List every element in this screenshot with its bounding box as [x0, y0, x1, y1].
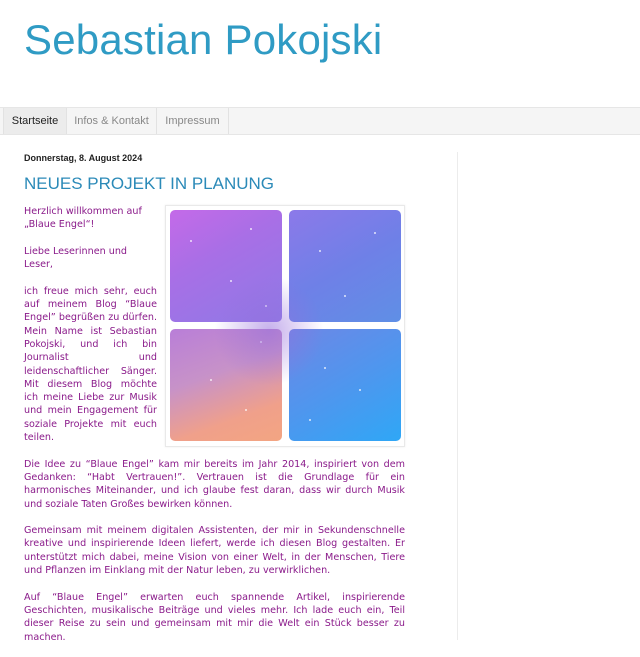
tab-infos-kontakt[interactable]: Infos & Kontakt: [67, 108, 157, 134]
sidebar-divider: [457, 152, 458, 640]
glow-decoration: [214, 276, 324, 386]
post-body: [24, 205, 405, 657]
post-paragraph: Gemeinsam mit meinem digitalen Assistenten, der mir in Sekundenschnelle kreative und inspirierende Ideen liefert, werde ich diesen Blog gestalten. Er unterstützt mich dabei, meine Vision von einer Welt, in der Menschen, Tiere und Pflanzen im Einklang mit der Natur leben, zu verwirklichen.: [24, 525, 405, 577]
nav-tabs: [0, 107, 640, 135]
post-paragraph: Auf “Blaue Engel” erwarten euch spannende Artikel, inspirierende Geschichten, musikalische Beiträge und vieles mehr. Ich lade euch ein, Teil dieser Reise zu sein und gemeinsam mit mir die Welt ein Stück besser zu machen.: [24, 591, 405, 643]
post-paragraph: Liebe Leserinnen und Leser,: [24, 245, 127, 271]
post-image[interactable]: [165, 205, 405, 447]
post-title[interactable]: NEUES PROJEKT IN PLANUNG: [24, 174, 275, 193]
tab-startseite[interactable]: Startseite: [3, 108, 67, 134]
post-paragraph: Die Idee zu “Blaue Engel” kam mir bereits im Jahr 2014, inspiriert von dem Gedanken: “Habt Vertrauen!”. Vertrauen ist die Grundlage für ein harmonisches Miteinander, und ich glaube fest daran, dass wir durch Musik und soziale Taten Großes bewirken können.: [24, 458, 405, 510]
tab-impressum[interactable]: Impressum: [157, 108, 229, 134]
post-date: Donnerstag, 8. August 2024: [24, 153, 143, 163]
site-title[interactable]: Sebastian Pokojski: [24, 16, 383, 63]
post-paragraph: Herzlich willkommen auf „Blaue Engel“!: [24, 206, 142, 231]
post-paragraph: ich freue mich sehr, euch auf meinem Blog “Blaue Engel” begrüßen zu dürfen. Mein Name ist Sebastian Pokojski, und ich bin Journalist und leidenschaftlicher Sänger. Mit diesem Blog möchte ich meine Liebe zur Musik und mein Engagement für soziale Projekte mit euch teilen.: [24, 285, 157, 444]
